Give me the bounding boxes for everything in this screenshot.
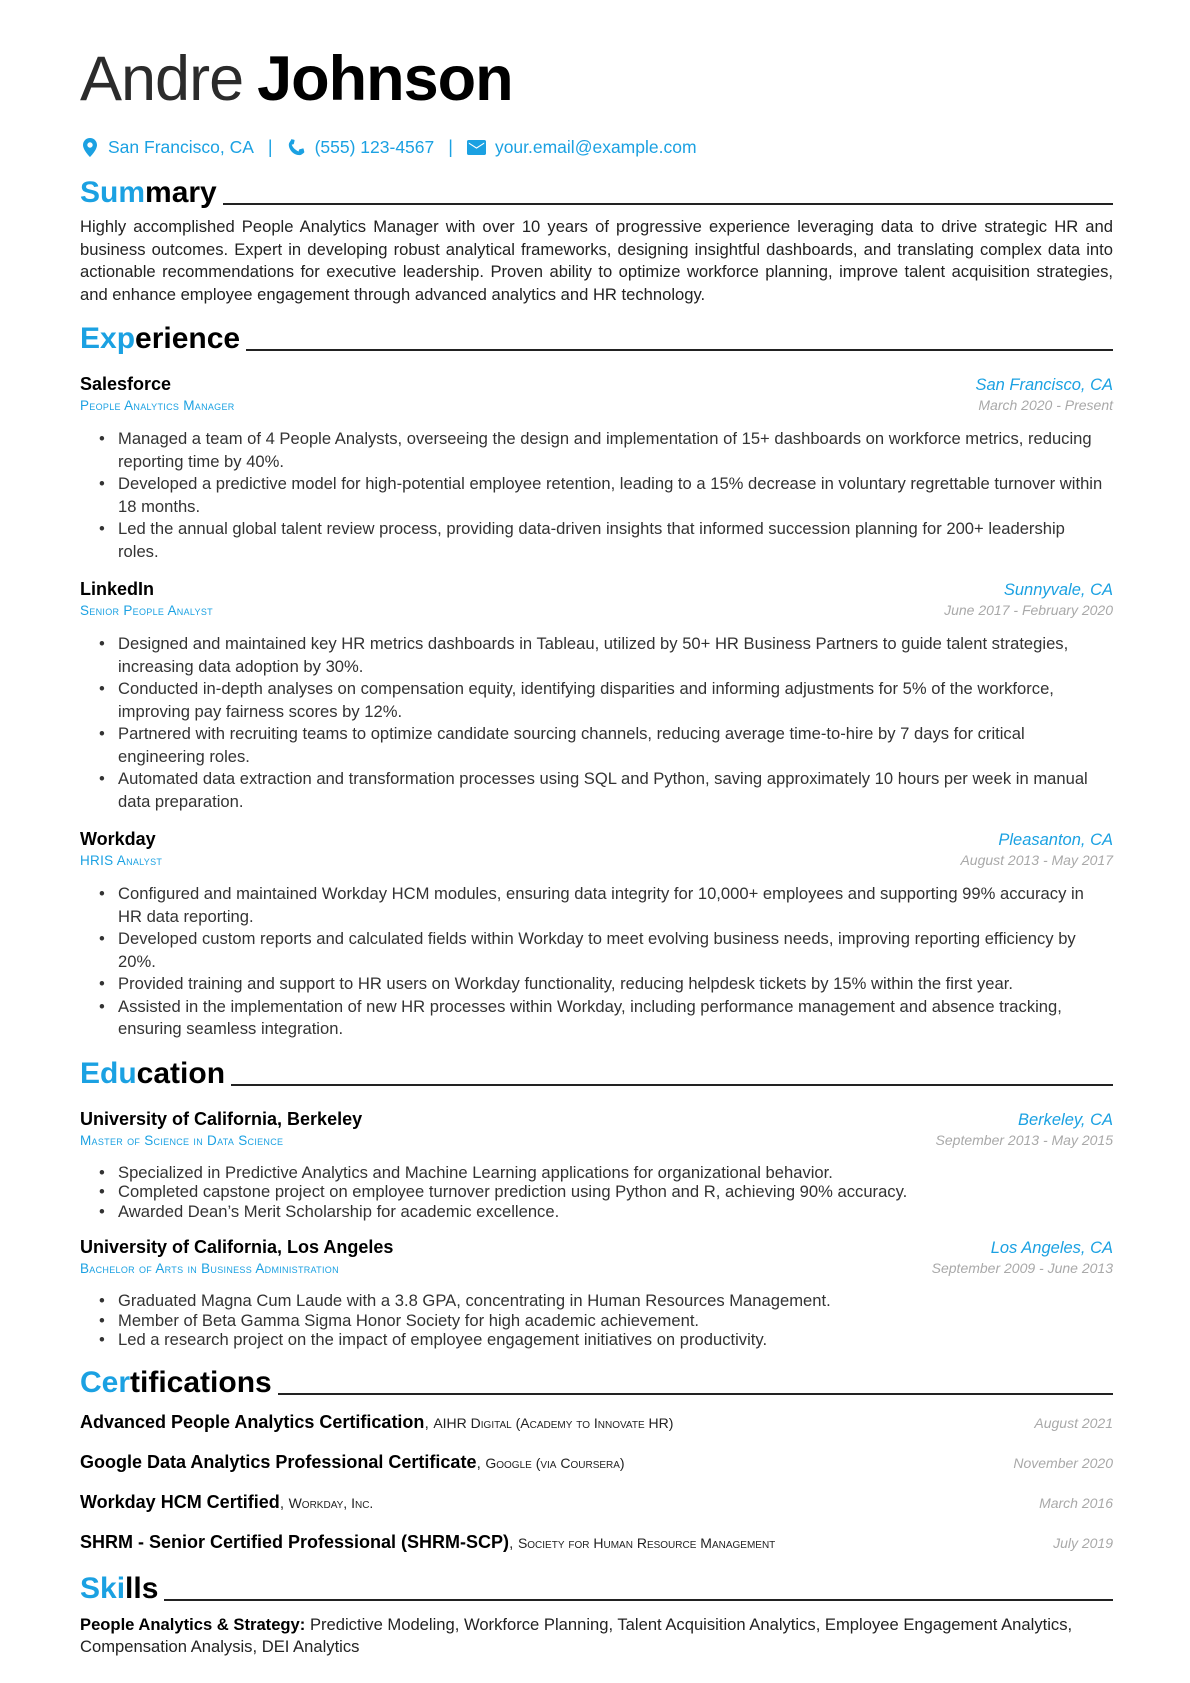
- skills-group: [80, 1614, 1113, 1659]
- school-bullets: [80, 1291, 1113, 1350]
- school-name: University of California, Los Angeles: [80, 1237, 394, 1257]
- bullet-item: • Completed capstone project on employee turnover prediction using Python and R, achieving 90% accuracy.: [118, 1182, 1113, 1202]
- bullet-item: • Member of Beta Gamma Sigma Honor Society for high academic achievement.: [118, 1311, 1113, 1331]
- contact-location: San Francisco, CA: [108, 136, 254, 157]
- cert-issuer: Workday, Inc.: [288, 1494, 374, 1511]
- last-name: Johnson: [257, 44, 513, 114]
- degree: Master of Science in Data Science: [80, 1132, 284, 1148]
- bullet-item: • Automated data extraction and transformation processes using SQL and Python, saving approximately 10 hours per week in manual data preparation.: [118, 768, 1113, 813]
- bullet-item: • Managed a team of 4 People Analysts, overseeing the design and implementation of 15+ dashboards on workforce metrics, reducing reporting time by 40%.: [118, 428, 1113, 473]
- school-dates: September 2009 - June 2013: [931, 1260, 1113, 1276]
- section-title: Certifications: [80, 1365, 272, 1399]
- cert-name: SHRM - Senior Certified Professional (SHRM-SCP): [80, 1531, 510, 1552]
- bullet-item: • Led a research project on the impact of employee engagement initiatives on productivity.: [118, 1330, 1113, 1350]
- certification-item: Workday HCM Certified, Workday, Inc. March 2016: [80, 1490, 1113, 1516]
- job-dates: June 2017 - February 2020: [944, 602, 1113, 618]
- cert-date: July 2019: [1053, 1534, 1113, 1551]
- job-title: Senior People Analyst: [80, 603, 213, 618]
- section-rule: [223, 203, 1113, 205]
- job-location: San Francisco, CA: [975, 376, 1113, 394]
- bullet-item: • Designed and maintained key HR metrics dashboards in Tableau, utilized by 50+ HR Business Partners to guide talent strategies, increasing data adoption by 30%.: [118, 633, 1113, 678]
- job-dates: August 2013 - May 2017: [960, 852, 1113, 868]
- section-rule: [231, 1084, 1113, 1086]
- job-title: HRIS Analyst: [80, 853, 163, 868]
- experience-entry: [80, 372, 1113, 563]
- section-title: Skills: [80, 1571, 159, 1605]
- company-name: LinkedIn: [80, 579, 155, 599]
- skills-category: People Analytics & Strategy:: [80, 1614, 306, 1634]
- resume-page: [80, 38, 1113, 1659]
- phone-icon: [287, 137, 307, 157]
- cert-date: March 2016: [1039, 1494, 1113, 1511]
- job-location: Pleasanton, CA: [998, 831, 1113, 849]
- education-heading: [80, 1053, 1113, 1091]
- section-title: Experience: [80, 322, 241, 355]
- job-location: Sunnyvale, CA: [1003, 581, 1113, 599]
- certification-item: Google Data Analytics Professional Certificate, Google (via Coursera) November 2020: [80, 1450, 1113, 1476]
- bullet-item: • Led the annual global talent review process, providing data-driven insights that informed succession planning for 200+ leadership roles.: [118, 518, 1113, 563]
- bullet-item: • Configured and maintained Workday HCM modules, ensuring data integrity for 10,000+ employees and supporting 99% accuracy in HR data reporting.: [118, 883, 1113, 928]
- job-bullets: [80, 883, 1113, 1041]
- bullet-item: • Graduated Magna Cum Laude with a 3.8 GPA, concentrating in Human Resources Management.: [118, 1291, 1113, 1311]
- bullet-item: • Developed a predictive model for high-potential employee retention, leading to a 15% decrease in voluntary regrettable turnover within 18 months.: [118, 473, 1113, 518]
- cert-name: Advanced People Analytics Certification: [80, 1411, 425, 1432]
- skills-list: Predictive Modeling, Workforce Planning, Talent Acquisition Analytics, Employee Engagement Analytics, Compensation Analysis, DEI Analytics: [80, 1614, 1073, 1656]
- section-rule: [246, 349, 1113, 351]
- contact-separator: |: [267, 136, 273, 157]
- bullet-item: • Awarded Dean’s Merit Scholarship for academic excellence.: [118, 1202, 1113, 1222]
- cert-issuer: Society for Human Resource Management: [517, 1534, 776, 1551]
- school-dates: September 2013 - May 2015: [935, 1131, 1113, 1148]
- certification-item: SHRM - Senior Certified Professional (SHRM-SCP), Society for Human Resource Management July 2019: [80, 1530, 1113, 1556]
- section-title: Summary: [80, 176, 217, 209]
- skills-heading: [80, 1568, 1113, 1606]
- bullet-item: • Partnered with recruiting teams to optimize candidate sourcing channels, reducing average time-to-hire by 7 days for critical engineering roles.: [118, 723, 1113, 768]
- contact-email[interactable]: your.email@example.com: [494, 136, 697, 157]
- bullet-item: • Developed custom reports and calculated fields within Workday to meet evolving business needs, improving reporting efficiency by 20%.: [118, 928, 1113, 973]
- experience-entry: [80, 577, 1113, 813]
- cert-date: August 2021: [1034, 1414, 1113, 1431]
- bullet-item: • Conducted in-depth analyses on compensation equity, identifying disparities and informing adjustments for 5% of the workforce, improving pay fairness scores by 12%.: [118, 678, 1113, 723]
- section-rule: [164, 1599, 1113, 1601]
- bullet-item: • Assisted in the implementation of new HR processes within Workday, including performance management and absence tracking, ensuring seamless integration.: [118, 996, 1113, 1041]
- certifications-heading: [80, 1362, 1113, 1400]
- school-bullets: [80, 1163, 1113, 1222]
- candidate-name: [80, 38, 1113, 120]
- school-location: Los Angeles, CA: [990, 1239, 1113, 1257]
- summary-heading: [80, 172, 1113, 210]
- job-bullets: [80, 428, 1113, 563]
- section-rule: [278, 1393, 1113, 1395]
- company-name: Salesforce: [80, 374, 172, 394]
- contact-separator: |: [448, 136, 453, 157]
- bullet-item: • Specialized in Predictive Analytics and Machine Learning applications for organizational behavior.: [118, 1163, 1113, 1183]
- degree: Bachelor of Arts in Business Administration: [80, 1261, 339, 1276]
- certification-item: Advanced People Analytics Certification, AIHR Digital (Academy to Innovate HR) August 2021: [80, 1410, 1113, 1436]
- section-title: Education: [80, 1056, 226, 1090]
- cert-name: Workday HCM Certified: [80, 1491, 280, 1512]
- summary-text: Highly accomplished People Analytics Manager with over 10 years of progressive experience leveraging data to drive strategic HR and business outcomes. Expert in developing robust analytical frameworks, designing insightful dashboards, and translating complex data into actionable recommendations for executive leadership. Proven ability to optimize workforce planning, improve talent acquisition strategies, and enhance employee engagement through advanced analytics and HR technology.: [80, 217, 1113, 304]
- education-entry: [80, 1107, 1113, 1222]
- contact-phone[interactable]: (555) 123-4567: [314, 136, 435, 157]
- job-title: People Analytics Manager: [80, 398, 235, 413]
- school-location: Berkeley, CA: [1017, 1110, 1113, 1129]
- map-marker-icon: [80, 137, 100, 157]
- school-name: University of California, Berkeley: [80, 1108, 363, 1129]
- job-bullets: [80, 633, 1113, 813]
- experience-heading: [80, 318, 1113, 356]
- education-entry: [80, 1235, 1113, 1350]
- contact-line: [80, 134, 1113, 160]
- job-dates: March 2020 - Present: [978, 397, 1113, 413]
- company-name: Workday: [80, 829, 156, 849]
- cert-name: Google Data Analytics Professional Certificate: [80, 1451, 477, 1472]
- cert-date: November 2020: [1013, 1454, 1113, 1471]
- envelope-icon: [467, 137, 487, 157]
- cert-issuer: Google (via Coursera): [485, 1454, 625, 1471]
- cert-issuer: AIHR Digital (Academy to Innovate HR): [433, 1414, 674, 1431]
- bullet-item: • Provided training and support to HR users on Workday functionality, reducing helpdesk tickets by 15% within the first year.: [118, 973, 1113, 996]
- first-name: Andre: [80, 44, 244, 114]
- experience-entry: [80, 827, 1113, 1041]
